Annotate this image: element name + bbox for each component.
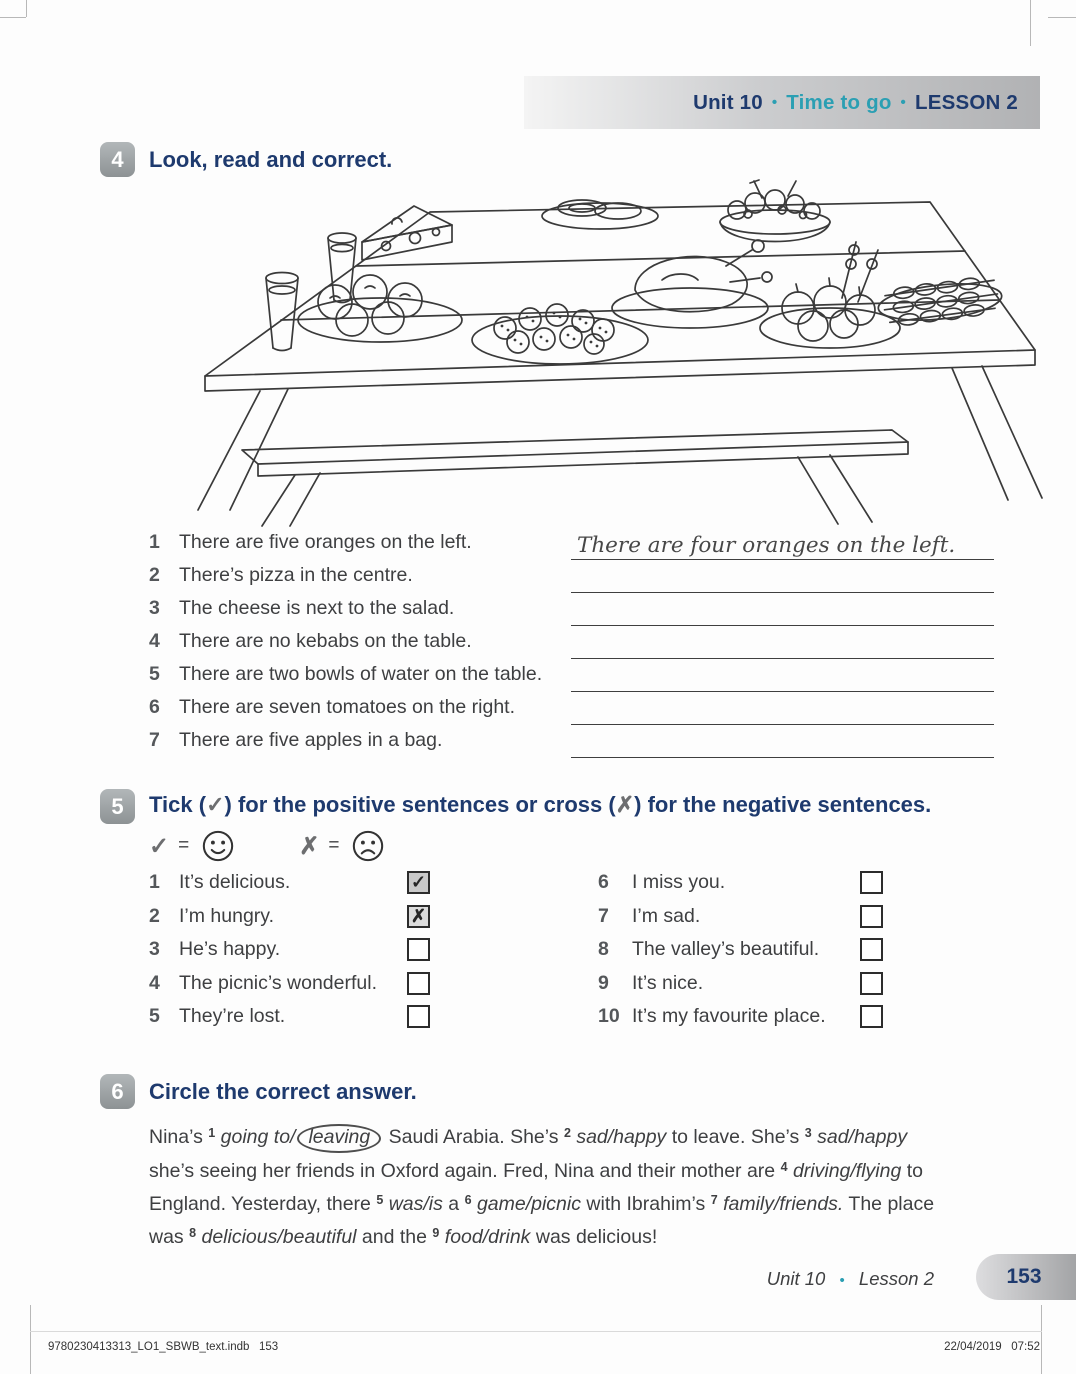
correction-row	[149, 630, 994, 663]
answer-checkbox[interactable]	[407, 938, 430, 961]
choice-number: 3	[804, 1126, 812, 1140]
item-number: 6	[598, 871, 609, 894]
paragraph-text: she’s seeing her friends in Oxford again. Fred, Nina and their mother are	[149, 1160, 781, 1182]
item-sentence: It’s my favourite place.	[632, 1005, 826, 1028]
choice-number: 5	[376, 1193, 384, 1207]
exercise4-title: Look, read and correct.	[149, 147, 393, 172]
correction-row	[149, 696, 994, 729]
answer-checkbox-ticked[interactable]: ✓	[407, 871, 430, 894]
crop-mark-top-right-h	[1048, 17, 1076, 18]
correction-row	[149, 729, 994, 762]
item-sentence: I miss you.	[632, 871, 726, 894]
footer-unit-label: Unit 10	[766, 1268, 826, 1289]
answer-checkbox[interactable]	[860, 905, 883, 928]
item-sentence: I’m sad.	[632, 904, 701, 927]
exercise4-number-badge: 4	[100, 142, 135, 177]
item-sentence: There are seven tomatoes on the right.	[179, 696, 516, 718]
tick-cross-legend	[149, 827, 385, 865]
item-number: 10	[598, 1005, 620, 1028]
paragraph-text: to leave. She’s	[666, 1126, 805, 1148]
footer-lesson-label: Lesson 2	[858, 1268, 934, 1289]
correction-row	[149, 597, 994, 630]
tick-cross-row	[598, 900, 1038, 934]
page-number: 153	[1006, 1265, 1042, 1288]
answer-line[interactable]	[571, 597, 994, 626]
correction-row	[149, 663, 994, 696]
word-choice[interactable]: going to/	[220, 1126, 296, 1148]
tick-icon: ✓	[149, 832, 170, 860]
answer-line[interactable]	[571, 630, 994, 659]
item-number: 9	[598, 971, 609, 994]
item-number: 1	[149, 871, 160, 894]
crop-mark-bottom-right-v	[1041, 1305, 1042, 1374]
item-number: 2	[149, 904, 160, 927]
answer-line[interactable]	[571, 729, 994, 758]
item-number: 3	[149, 597, 160, 619]
item-sentence: He’s happy.	[179, 938, 281, 961]
answer-checkbox-crossed[interactable]: ✗	[407, 905, 430, 928]
word-choice[interactable]: delicious/beautiful	[201, 1226, 357, 1248]
exercise5-number-badge: 5	[100, 789, 135, 824]
word-choice[interactable]: game/picnic	[476, 1193, 581, 1215]
item-number: 8	[598, 938, 609, 961]
item-sentence: It’s nice.	[632, 971, 704, 994]
answer-line[interactable]	[571, 564, 994, 593]
paragraph-text: to England. Yesterday, there	[149, 1160, 924, 1215]
header-unit-label: Unit 10	[693, 90, 763, 114]
happy-face-icon	[201, 829, 235, 863]
header-bullet-icon: •	[900, 94, 906, 111]
answer-line[interactable]	[571, 663, 994, 692]
tick-cross-row	[598, 1000, 1038, 1034]
item-number: 5	[149, 663, 160, 685]
answer-checkbox[interactable]	[860, 972, 883, 995]
item-sentence: There are no kebabs on the table.	[179, 630, 472, 652]
tick-cross-row	[149, 900, 589, 934]
header-lesson-label: LESSON 2	[915, 90, 1018, 114]
item-sentence: It’s delicious.	[179, 871, 291, 894]
tick-icon: ✓	[206, 792, 225, 817]
crop-mark-bottom-left-v	[30, 1305, 31, 1374]
answer-checkbox[interactable]	[860, 871, 883, 894]
crop-mark-top-right-v	[1030, 0, 1031, 46]
paragraph-text: Nina’s	[149, 1126, 209, 1148]
equals-sign: =	[328, 835, 340, 856]
item-sentence: The cheese is next to the salad.	[179, 597, 455, 619]
answer-checkbox[interactable]	[407, 1005, 430, 1028]
item-sentence: The valley’s beautiful.	[632, 938, 820, 961]
header-topic-label: Time to go	[786, 90, 892, 114]
answer-checkbox[interactable]	[860, 1005, 883, 1028]
exercise5-title-text: ) for the negative sentences.	[634, 792, 932, 817]
footer-bullet-icon: •	[839, 1272, 845, 1289]
picnic-table-illustration	[130, 178, 1060, 530]
correction-row	[149, 564, 994, 597]
paragraph-text: was delicious!	[530, 1226, 658, 1248]
exercise5-right-column	[598, 866, 1038, 1034]
choice-number: 8	[189, 1226, 197, 1240]
paragraph-text: a	[442, 1193, 465, 1215]
item-sentence: I’m hungry.	[179, 904, 275, 927]
item-number: 3	[149, 938, 160, 961]
word-choice[interactable]: food/drink	[444, 1226, 531, 1248]
equals-sign: =	[178, 835, 190, 856]
crop-mark-top-left-h	[0, 17, 26, 18]
unit-header-banner	[524, 76, 1040, 129]
choice-number: 2	[563, 1126, 571, 1140]
answer-line[interactable]	[571, 531, 994, 560]
answer-line[interactable]	[571, 696, 994, 725]
exercise6-title: Circle the correct answer.	[149, 1079, 417, 1104]
paragraph-text: and the	[356, 1226, 433, 1248]
item-number: 2	[149, 564, 160, 586]
word-choice[interactable]: sad/happy	[817, 1126, 908, 1148]
item-sentence: There’s pizza in the centre.	[179, 564, 413, 586]
item-sentence: There are five apples in a bag.	[179, 729, 443, 751]
item-sentence: The picnic’s wonderful.	[179, 971, 377, 994]
choice-number: 6	[464, 1193, 472, 1207]
paragraph-text: The place was	[149, 1193, 935, 1248]
paragraph-text: Saudi Arabia. She’s	[383, 1126, 564, 1148]
tick-cross-row	[598, 866, 1038, 900]
item-sentence: There are two bowls of water on the table.	[179, 663, 543, 685]
footer-lesson-reference	[767, 1268, 934, 1290]
crop-mark-top-left-v	[26, 0, 27, 17]
item-number: 5	[149, 1005, 160, 1028]
choice-number: 9	[432, 1226, 440, 1240]
word-choice[interactable]: family/friends.	[723, 1193, 844, 1215]
item-number: 4	[149, 630, 160, 652]
handwritten-answer: There are four oranges on the left.	[577, 533, 956, 558]
print-info-line	[48, 1341, 1040, 1353]
item-sentence: There are five oranges on the left.	[179, 531, 472, 553]
answer-checkbox[interactable]	[407, 972, 430, 995]
word-choice[interactable]: sad/happy	[576, 1126, 667, 1148]
correction-row	[149, 531, 994, 564]
exercise5-title	[149, 792, 931, 818]
answer-checkbox[interactable]	[860, 938, 883, 961]
tick-cross-row	[149, 866, 589, 900]
item-number: 7	[598, 904, 609, 927]
item-sentence: They’re lost.	[179, 1005, 286, 1028]
tick-cross-row	[598, 967, 1038, 1001]
page-number-tab	[976, 1254, 1076, 1300]
choice-number: 7	[710, 1193, 718, 1207]
exercise6-paragraph	[149, 1119, 954, 1252]
cross-icon: ✗	[615, 792, 635, 817]
print-timestamp: 22/04/2019 07:52	[944, 1341, 1040, 1353]
exercise6-number-badge: 6	[100, 1074, 135, 1109]
cross-icon: ✗	[299, 832, 320, 860]
item-number: 6	[149, 696, 160, 718]
sad-face-icon	[351, 829, 385, 863]
item-number: 1	[149, 531, 160, 553]
word-choice[interactable]: driving/flying	[792, 1160, 902, 1182]
choice-number: 1	[208, 1126, 216, 1140]
tick-cross-row	[149, 933, 589, 967]
crop-mark-bottom-rule	[30, 1331, 1042, 1332]
word-choice[interactable]: was/is	[388, 1193, 443, 1215]
paragraph-text: with Ibrahim’s	[581, 1193, 711, 1215]
tick-cross-row	[149, 967, 589, 1001]
exercise5-left-column	[149, 866, 589, 1034]
circled-answer[interactable]: leaving	[297, 1124, 381, 1153]
exercise4-list	[149, 531, 994, 762]
tick-cross-row	[149, 1000, 589, 1034]
choice-number: 4	[780, 1160, 788, 1174]
tick-cross-row	[598, 933, 1038, 967]
exercise5-title-text: Tick (	[149, 792, 207, 817]
header-bullet-icon: •	[771, 94, 778, 111]
print-file-reference: 9780230413313_LO1_SBWB_text.indb 153	[48, 1341, 279, 1353]
exercise5-title-text: ) for the positive sentences or cross (	[224, 792, 616, 817]
item-number: 4	[149, 971, 160, 994]
item-number: 7	[149, 729, 160, 751]
